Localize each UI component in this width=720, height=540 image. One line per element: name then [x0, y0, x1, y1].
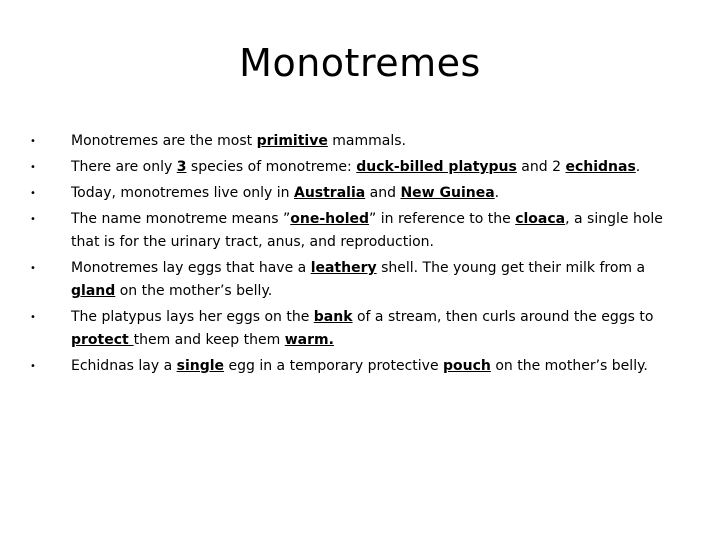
bullet-text: and 2 [516, 159, 566, 175]
bullet-text: Today, monotremes live only in [71, 185, 294, 201]
keyword-echidnas: echidnas [565, 159, 636, 175]
bullet-text: ” in reference to the [369, 211, 516, 227]
bullet-text: There are only [71, 159, 177, 175]
bullet-item [0, 208, 720, 254]
keyword-pouch: pouch [443, 358, 491, 374]
bullet-text: The name monotreme means ” [71, 211, 291, 227]
bullet-text: on the mother’s belly. [115, 283, 273, 299]
bullet-item [0, 130, 720, 153]
keyword-new-guinea: New Guinea [400, 185, 495, 201]
bullet-icon: • [30, 188, 36, 199]
bullet-icon: • [30, 361, 36, 372]
bullet-item [0, 355, 720, 378]
bullet-text: . [494, 185, 500, 201]
bullet-list [0, 130, 720, 381]
bullet-text: and [365, 185, 401, 201]
bullet-icon: • [30, 214, 36, 225]
keyword-bank: bank [313, 309, 353, 325]
bullet-icon: • [30, 136, 36, 147]
keyword-warm: warm. [284, 332, 334, 348]
bullet-text: egg in a temporary protective [224, 358, 444, 374]
keyword-primitive: primitive [256, 133, 328, 149]
bullet-text: shell. The young get their milk from a [376, 260, 646, 276]
keyword-australia: Australia [293, 185, 366, 201]
slide-title: Monotremes [239, 41, 481, 85]
keyword-species-count: 3 [176, 159, 187, 175]
bullet-text: The platypus lays her eggs on the [71, 309, 314, 325]
bullet-item [0, 306, 720, 352]
bullet-icon: • [30, 312, 36, 323]
bullet-text: Monotremes lay eggs that have a [71, 260, 311, 276]
bullet-text: of a stream, then curls around the eggs to [352, 309, 654, 325]
bullet-text: Echidnas lay a [71, 358, 177, 374]
keyword-one-holed: one-holed [290, 211, 370, 227]
bullet-text: . [635, 159, 641, 175]
bullet-icon: • [30, 162, 36, 173]
keyword-gland: gland [71, 283, 116, 299]
bullet-item [0, 257, 720, 303]
bullet-item [0, 156, 720, 179]
keyword-duck-billed-platypus: duck-billed platypus [356, 159, 517, 175]
keyword-leathery: leathery [310, 260, 377, 276]
bullet-icon: • [30, 263, 36, 274]
bullet-text: , a single hole that is for the urinary tract, anus, and reproduction. [71, 211, 663, 250]
keyword-single: single [176, 358, 225, 374]
bullet-text: mammals. [327, 133, 406, 149]
bullet-text: them and keep them [133, 332, 285, 348]
bullet-item [0, 182, 720, 205]
keyword-protect: protect [71, 332, 134, 348]
keyword-cloaca: cloaca [515, 211, 566, 227]
bullet-text: Monotremes are the most [71, 133, 257, 149]
bullet-text: species of monotreme: [186, 159, 357, 175]
bullet-text: on the mother’s belly. [490, 358, 648, 374]
